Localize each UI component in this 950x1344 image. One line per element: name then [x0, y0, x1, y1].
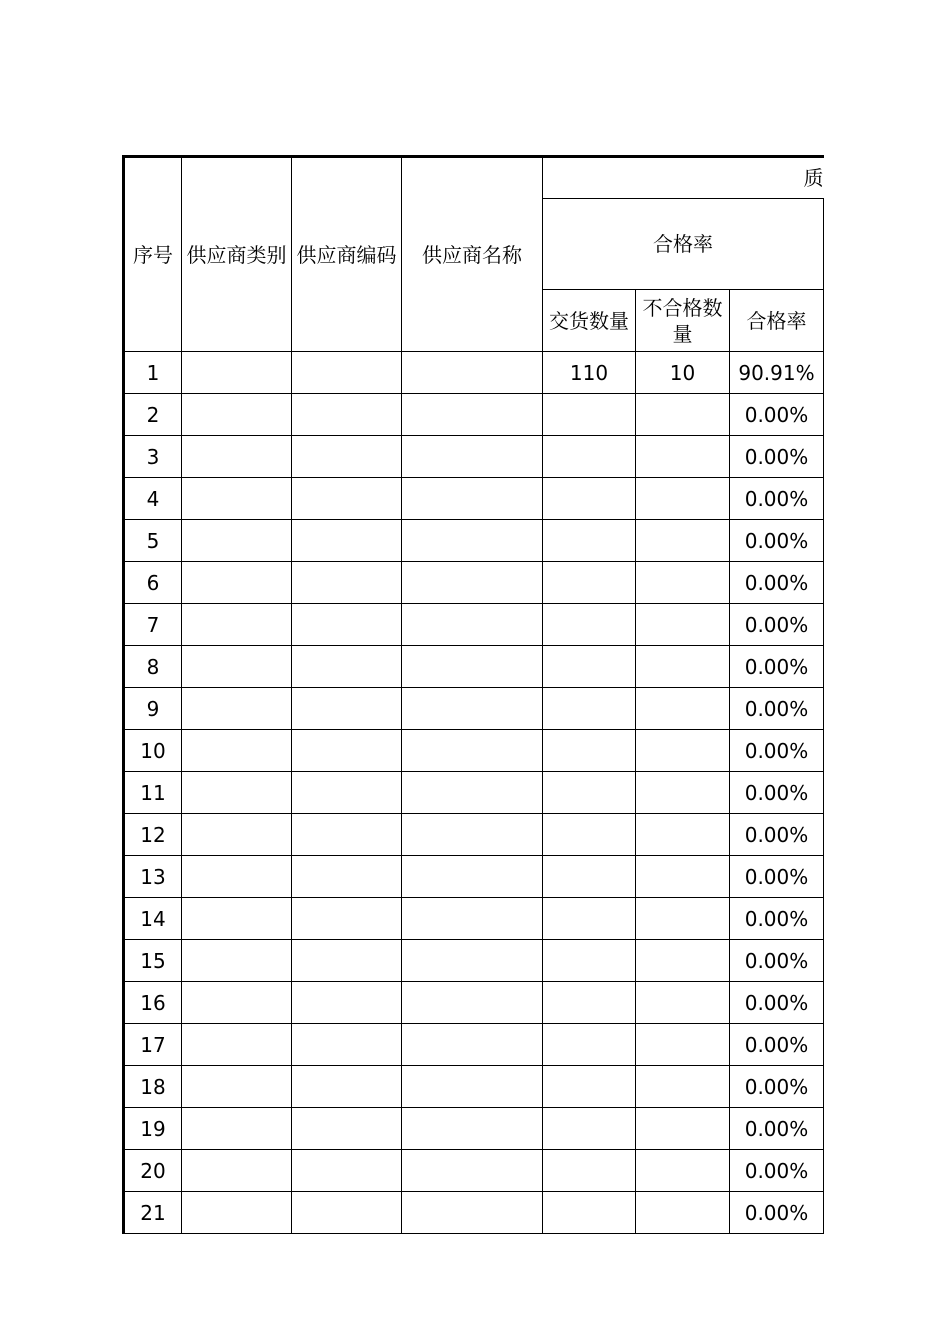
cell-defective-qty — [636, 1108, 730, 1150]
cell-pass-rate: 0.00% — [730, 772, 824, 814]
cell-seq: 17 — [124, 1024, 182, 1066]
cell-supplier-name — [402, 1192, 543, 1234]
cell-supplier-category — [182, 520, 292, 562]
table-row — [124, 1150, 824, 1192]
cell-supplier-name — [402, 478, 543, 520]
cell-pass-rate: 0.00% — [730, 940, 824, 982]
cell-delivered-qty — [543, 898, 636, 940]
cell-pass-rate: 0.00% — [730, 436, 824, 478]
cell-pass-rate: 0.00% — [730, 688, 824, 730]
cell-defective-qty — [636, 1066, 730, 1108]
cell-supplier-category — [182, 436, 292, 478]
cell-supplier-code — [292, 520, 402, 562]
cell-supplier-code — [292, 730, 402, 772]
cell-supplier-category — [182, 1192, 292, 1234]
cell-pass-rate: 0.00% — [730, 1150, 824, 1192]
cell-supplier-name — [402, 352, 543, 394]
cell-pass-rate: 0.00% — [730, 814, 824, 856]
cell-supplier-name — [402, 1066, 543, 1108]
cell-delivered-qty — [543, 982, 636, 1024]
cell-delivered-qty — [543, 436, 636, 478]
table-row — [124, 1108, 824, 1150]
cell-seq: 14 — [124, 898, 182, 940]
header-supplier-code: 供应商编码 — [292, 157, 402, 352]
table-row — [124, 394, 824, 436]
cell-supplier-code — [292, 856, 402, 898]
cell-supplier-category — [182, 1108, 292, 1150]
cell-supplier-code — [292, 394, 402, 436]
cell-supplier-name — [402, 688, 543, 730]
cell-seq: 10 — [124, 730, 182, 772]
cell-supplier-name — [402, 856, 543, 898]
cell-seq: 9 — [124, 688, 182, 730]
cell-delivered-qty — [543, 478, 636, 520]
cell-delivered-qty — [543, 604, 636, 646]
cell-defective-qty — [636, 436, 730, 478]
cell-delivered-qty — [543, 688, 636, 730]
cell-supplier-name — [402, 562, 543, 604]
cell-supplier-name — [402, 1108, 543, 1150]
cell-defective-qty — [636, 562, 730, 604]
cell-pass-rate: 90.91% — [730, 352, 824, 394]
cell-defective-qty: 10 — [636, 352, 730, 394]
cell-supplier-name — [402, 982, 543, 1024]
cell-supplier-name — [402, 436, 543, 478]
table-row — [124, 1024, 824, 1066]
cell-pass-rate: 0.00% — [730, 856, 824, 898]
cell-pass-rate: 0.00% — [730, 604, 824, 646]
cell-delivered-qty — [543, 856, 636, 898]
cell-supplier-category — [182, 562, 292, 604]
cell-supplier-code — [292, 688, 402, 730]
table-row — [124, 478, 824, 520]
cell-seq: 5 — [124, 520, 182, 562]
cell-supplier-category — [182, 898, 292, 940]
cell-pass-rate: 0.00% — [730, 478, 824, 520]
cell-seq: 8 — [124, 646, 182, 688]
cell-pass-rate: 0.00% — [730, 730, 824, 772]
table-row — [124, 1066, 824, 1108]
cell-supplier-category — [182, 1024, 292, 1066]
cell-seq: 15 — [124, 940, 182, 982]
cell-delivered-qty — [543, 814, 636, 856]
cell-seq: 18 — [124, 1066, 182, 1108]
cell-seq: 11 — [124, 772, 182, 814]
cell-defective-qty — [636, 688, 730, 730]
cell-defective-qty — [636, 730, 730, 772]
cell-defective-qty — [636, 814, 730, 856]
cell-delivered-qty — [543, 940, 636, 982]
cell-delivered-qty — [543, 520, 636, 562]
cell-delivered-qty — [543, 1108, 636, 1150]
cell-supplier-code — [292, 604, 402, 646]
cell-defective-qty — [636, 646, 730, 688]
cell-delivered-qty — [543, 1066, 636, 1108]
cell-supplier-name — [402, 520, 543, 562]
cell-supplier-name — [402, 604, 543, 646]
table-row — [124, 1192, 824, 1234]
cell-supplier-category — [182, 814, 292, 856]
cell-pass-rate: 0.00% — [730, 1066, 824, 1108]
cell-pass-rate: 0.00% — [730, 646, 824, 688]
cell-seq: 6 — [124, 562, 182, 604]
cell-seq: 7 — [124, 604, 182, 646]
header-quality-group: 质 — [543, 157, 824, 199]
cell-supplier-code — [292, 898, 402, 940]
table-row — [124, 898, 824, 940]
cell-pass-rate: 0.00% — [730, 562, 824, 604]
cell-supplier-category — [182, 1150, 292, 1192]
table-row — [124, 814, 824, 856]
cell-seq: 13 — [124, 856, 182, 898]
cell-delivered-qty — [543, 730, 636, 772]
cell-pass-rate: 0.00% — [730, 520, 824, 562]
cell-supplier-code — [292, 1108, 402, 1150]
cell-defective-qty — [636, 604, 730, 646]
table-row — [124, 940, 824, 982]
cell-supplier-name — [402, 772, 543, 814]
cell-seq: 16 — [124, 982, 182, 1024]
header-defective-qty: 不合格数量 — [636, 290, 730, 352]
cell-supplier-category — [182, 646, 292, 688]
cell-seq: 4 — [124, 478, 182, 520]
cell-pass-rate: 0.00% — [730, 982, 824, 1024]
cell-defective-qty — [636, 1024, 730, 1066]
cell-supplier-code — [292, 814, 402, 856]
cell-supplier-category — [182, 730, 292, 772]
cell-seq: 21 — [124, 1192, 182, 1234]
cell-pass-rate: 0.00% — [730, 394, 824, 436]
header-seq: 序号 — [124, 157, 182, 352]
cell-supplier-category — [182, 394, 292, 436]
cell-defective-qty — [636, 772, 730, 814]
supplier-quality-table — [122, 155, 824, 1234]
cell-supplier-code — [292, 1150, 402, 1192]
cell-defective-qty — [636, 478, 730, 520]
header-supplier-category: 供应商类别 — [182, 157, 292, 352]
cell-supplier-name — [402, 394, 543, 436]
cell-delivered-qty — [543, 1150, 636, 1192]
cell-supplier-name — [402, 730, 543, 772]
table-row — [124, 730, 824, 772]
cell-supplier-name — [402, 940, 543, 982]
table-row — [124, 604, 824, 646]
cell-supplier-category — [182, 604, 292, 646]
cell-supplier-code — [292, 352, 402, 394]
header-delivered-qty: 交货数量 — [543, 290, 636, 352]
cell-supplier-category — [182, 940, 292, 982]
cell-supplier-code — [292, 562, 402, 604]
cell-delivered-qty — [543, 646, 636, 688]
table-row — [124, 520, 824, 562]
cell-seq: 19 — [124, 1108, 182, 1150]
cell-defective-qty — [636, 982, 730, 1024]
table-row — [124, 562, 824, 604]
cell-supplier-code — [292, 772, 402, 814]
cell-supplier-code — [292, 982, 402, 1024]
cell-supplier-category — [182, 772, 292, 814]
table-row — [124, 688, 824, 730]
cell-supplier-code — [292, 1024, 402, 1066]
cell-supplier-name — [402, 646, 543, 688]
cell-supplier-name — [402, 1150, 543, 1192]
cell-pass-rate: 0.00% — [730, 1024, 824, 1066]
header-pass-rate: 合格率 — [730, 290, 824, 352]
cell-supplier-code — [292, 436, 402, 478]
cell-supplier-code — [292, 1066, 402, 1108]
cell-delivered-qty — [543, 394, 636, 436]
cell-defective-qty — [636, 520, 730, 562]
cell-defective-qty — [636, 856, 730, 898]
cell-supplier-category — [182, 352, 292, 394]
cell-supplier-category — [182, 982, 292, 1024]
cell-defective-qty — [636, 898, 730, 940]
cell-pass-rate: 0.00% — [730, 898, 824, 940]
cell-delivered-qty — [543, 1192, 636, 1234]
cell-delivered-qty — [543, 772, 636, 814]
table-row — [124, 352, 824, 394]
cell-supplier-category — [182, 856, 292, 898]
table-row — [124, 436, 824, 478]
table-row — [124, 982, 824, 1024]
cell-pass-rate: 0.00% — [730, 1108, 824, 1150]
table-row — [124, 772, 824, 814]
cell-supplier-code — [292, 1192, 402, 1234]
cell-defective-qty — [636, 1150, 730, 1192]
cell-supplier-name — [402, 898, 543, 940]
cell-supplier-category — [182, 1066, 292, 1108]
header-pass-rate-group: 合格率 — [543, 199, 824, 290]
cell-delivered-qty — [543, 1024, 636, 1066]
cell-supplier-name — [402, 814, 543, 856]
cell-supplier-name — [402, 1024, 543, 1066]
cell-supplier-category — [182, 478, 292, 520]
header-supplier-name: 供应商名称 — [402, 157, 543, 352]
cell-defective-qty — [636, 940, 730, 982]
cell-seq: 3 — [124, 436, 182, 478]
cell-delivered-qty: 110 — [543, 352, 636, 394]
cell-defective-qty — [636, 394, 730, 436]
cell-seq: 12 — [124, 814, 182, 856]
cell-delivered-qty — [543, 562, 636, 604]
cell-seq: 20 — [124, 1150, 182, 1192]
cell-seq: 1 — [124, 352, 182, 394]
table-row — [124, 646, 824, 688]
cell-seq: 2 — [124, 394, 182, 436]
cell-defective-qty — [636, 1192, 730, 1234]
cell-supplier-code — [292, 646, 402, 688]
table-row — [124, 856, 824, 898]
cell-pass-rate: 0.00% — [730, 1192, 824, 1234]
table-body — [124, 352, 824, 1234]
cell-supplier-code — [292, 478, 402, 520]
cell-supplier-category — [182, 688, 292, 730]
cell-supplier-code — [292, 940, 402, 982]
